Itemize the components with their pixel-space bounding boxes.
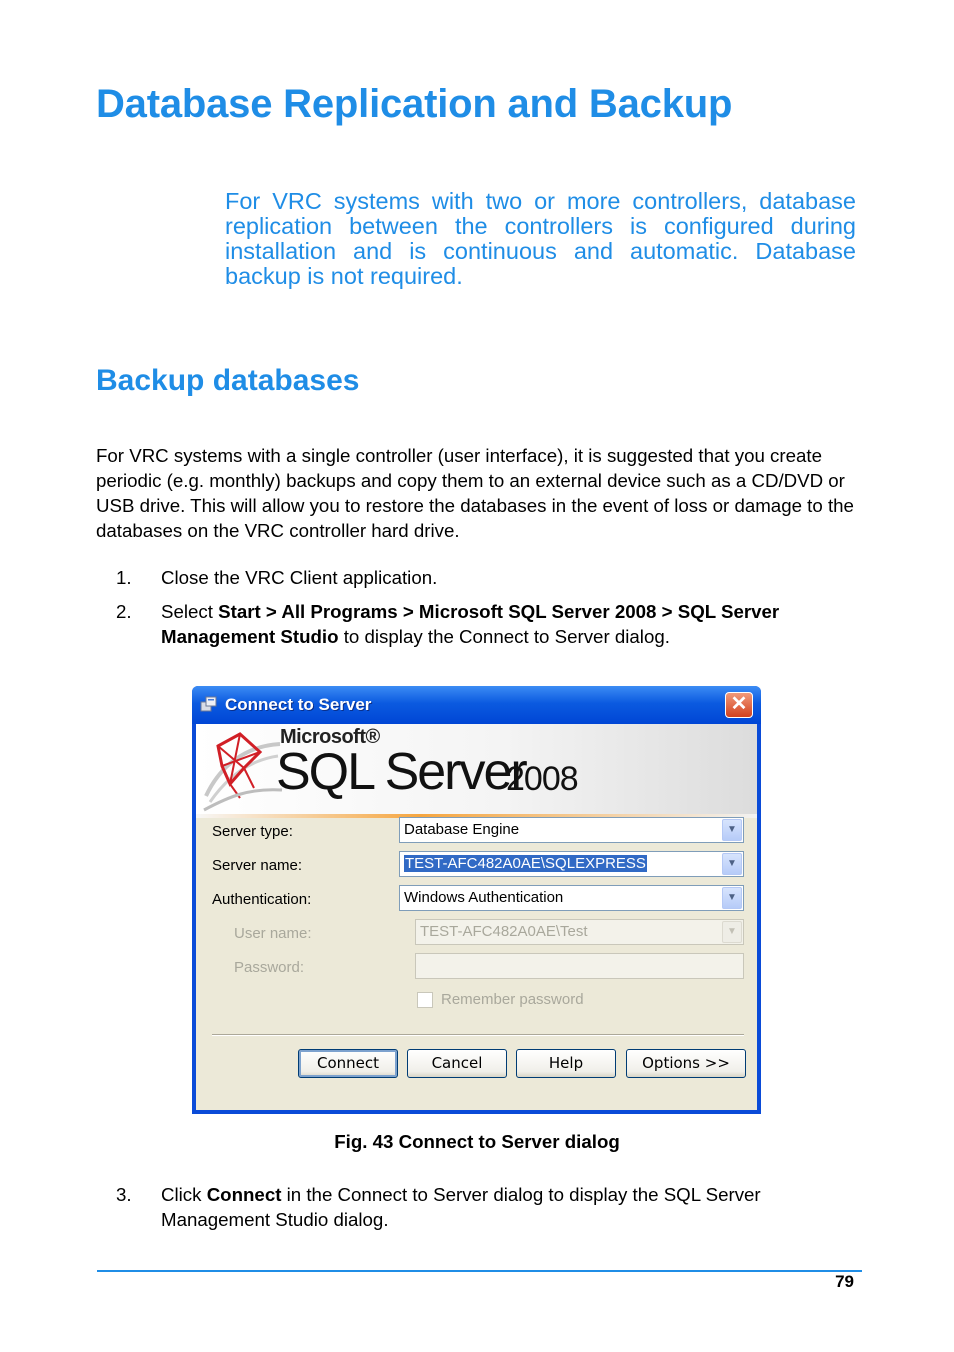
user-name-value: TEST-AFC482A0AE\Test [420,923,588,940]
dialog-body [196,724,757,1110]
server-type-value: Database Engine [404,821,520,838]
step-number: 2. [116,601,132,622]
cancel-button[interactable]: Cancel [407,1049,507,1078]
step-text: Select Start > All Programs > Microsoft SQL Server 2008 > SQL Server Management Studio to display the Connect to Server dialog. [161,601,780,647]
server-name-label: Server name: [212,857,303,874]
page-title: Database Replication and Backup [96,82,733,126]
step-text: Click Connect in the Connect to Server dialog to display the SQL Server Management Studio dialog. [161,1184,761,1230]
connect-to-server-dialog [192,686,761,1114]
user-name-label: User name: [234,925,312,942]
step-text: Close the VRC Client application. [161,567,438,588]
remember-password-checkbox[interactable] [417,992,433,1008]
body-paragraph: For VRC systems with a single controller (user interface), it is suggested that you create periodic (e.g. monthly) backups and copy them to an external device such as a CD/DVD or USB drive. This will allow you to restore the databases in the event of loss or damage to the databases on the VRC controller hard drive. [96,445,854,541]
logo-year-text: 2008 [506,760,578,798]
chevron-down-icon[interactable]: ▼ [722,887,742,909]
authentication-label: Authentication: [212,891,312,908]
logo-product-text: SQL Server [276,743,526,801]
help-button[interactable]: Help [516,1049,616,1078]
dialog-title: Connect to Server [225,695,372,714]
connect-button[interactable]: Connect [298,1049,398,1078]
password-label: Password: [234,959,305,976]
chevron-down-icon: ▼ [722,921,742,943]
footer-rule [97,1270,862,1272]
logo-microsoft-text: Microsoft® [280,726,380,748]
remember-password-label: Remember password [441,991,584,1008]
chevron-down-icon[interactable]: ▼ [722,853,742,875]
figure-caption: Fig. 43 Connect to Server dialog [334,1131,620,1152]
section-heading: Backup databases [96,364,360,397]
server-icon [200,696,218,712]
sql-server-banner [196,724,757,818]
password-input[interactable] [415,953,744,979]
dialog-separator [212,1034,744,1036]
sql-server-logo-icon [200,726,284,812]
step-number: 1. [116,567,132,588]
authentication-value: Windows Authentication [404,889,564,906]
dialog-title-bar [192,686,761,724]
server-name-combobox[interactable] [399,851,744,877]
options-button[interactable]: Options >> [626,1049,746,1078]
server-type-label: Server type: [212,823,293,840]
server-type-dropdown[interactable] [399,817,744,843]
close-icon[interactable]: ✕ [725,692,753,718]
intro-paragraph: For VRC systems with two or more controllers, database replication between the controllers is configured during installation and is continuous and automatic. Database backup is not required. [225,188,856,289]
user-name-combobox[interactable] [415,919,744,945]
chevron-down-icon[interactable]: ▼ [722,819,742,841]
page-number: 79 [835,1272,854,1291]
server-name-value[interactable]: TEST-AFC482A0AE\SQLEXPRESS [405,855,646,872]
step-number: 3. [116,1184,132,1205]
authentication-dropdown[interactable] [399,885,744,911]
